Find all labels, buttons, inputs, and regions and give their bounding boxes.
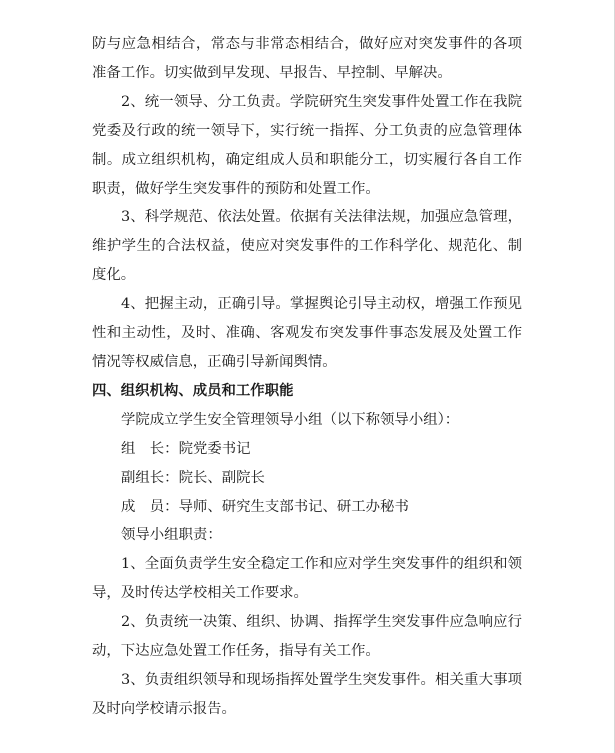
member-row-deputy: [92, 464, 522, 493]
duties-label: 领导小组职责：: [121, 527, 222, 544]
member-row-leader: [92, 435, 522, 464]
paragraph-principle-2: 2、统一领导、分工负责。学院研究生突发事件处置工作在我院党委及行政的统一领导下，实行统一指挥、分工负责的应急管理体制。成立组织机构，确定组成人员和职能分工，切实履行各自工作职责，做好学生突发事件的预防和处置工作。: [92, 93, 522, 197]
duty-item-1: 1、全面负责学生安全稳定工作和应对学生突发事件的组织和领导，及时传达学校相关工作要求。: [92, 556, 522, 602]
member-role-label: 副组长：: [121, 469, 179, 486]
member-role-value: 导师、研究生支部书记、研工办秘书: [178, 498, 409, 515]
paragraph-principle-3: 3、科学规范、依法处置。依据有关法律法规，加强应急管理，维护学生的合法权益，使应对突发事件的工作科学化、规范化、制度化。: [92, 209, 522, 284]
section-heading: 四、组织机构、成员和工作职能: [92, 381, 294, 399]
member-role-value: 院党委书记: [178, 440, 251, 457]
member-role-label: 成 员：: [121, 498, 179, 515]
paragraph-principle-4: 4、把握主动，正确引导。掌握舆论引导主动权，增强工作预见性和主动性，及时、准确、客观发布突发事件事态发展及处置工作情况等权威信息，正确引导新闻舆情。: [92, 296, 522, 370]
duty-item-2: 2、负责统一决策、组织、协调、指挥学生突发事件应急响应行动，下达应急处置工作任务，指导有关工作。: [92, 614, 522, 660]
member-role-label: 组 长：: [121, 440, 179, 457]
paragraph-continuation: 防与应急相结合，常态与非常态相结合，做好应对突发事件的各项准备工作。切实做到早发现、早报告、早控制、早解决。: [92, 36, 522, 81]
member-row-members: [92, 493, 522, 522]
member-role-value: 院长、副院长: [178, 469, 265, 486]
duty-item-3: 3、负责组织领导和现场指挥处置学生突发事件。相关重大事项及时向学校请示报告。: [92, 671, 522, 717]
paragraph-intro: 学院成立学生安全管理领导小组（以下称领导小组）：: [121, 411, 460, 428]
document-body: [92, 30, 522, 724]
